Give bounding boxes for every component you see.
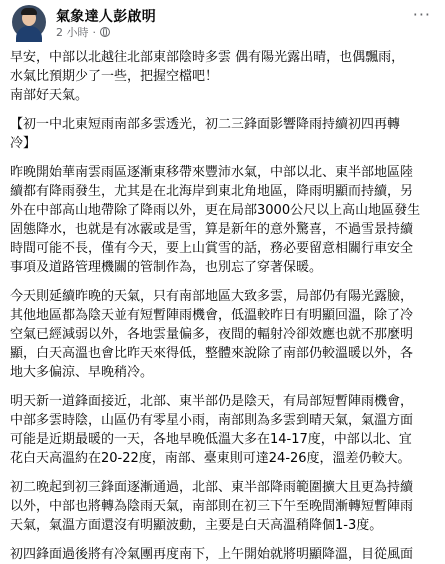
- post-paragraph: 今天則延續昨晚的天氣，只有南部地區大致多雲，局部仍有陽光露臉， 其他地區都為陰天並有短暫陣雨機會，低溫較昨日有明顯回溫，除了冷 空氣已經減弱以外，各地雲量偏多，夜間的輻射冷卻效應也就不那麼明 顯，白天高溫也會比昨天來得低，整體來說除了南部仍較溫暖以外，各 地大多偏涼、早晚稍冷。: [10, 289, 414, 380]
- post-header: [0, 0, 445, 38]
- post-time[interactable]: 2 小時: [56, 26, 89, 39]
- post-paragraph: 昨晚開始華南雲雨區逐漸東移帶來豐沛水氣，中部以北、東半部地區陸 續都有降雨發生，尤其是在北海岸到東北角地區，降雨明顯而持續，另 外在中部高山地帶除了降雨以外，更在局部3000公尺以上高山地區發生 固態降水，也就是有冰霰或是雪，算是新年的意外驚喜，不過雪景持續 時間可能不長，僅有今天，要上山賞雪的話，務必要留意相關行車安全 事項及道路管理機關的管制作為，也別忘了穿著保暖。: [10, 165, 421, 275]
- post-headline: 【初一中北東短雨南部多雲透光，初二三鋒面影響降雨持續初四再轉 冷】: [10, 117, 401, 151]
- globe-icon: [100, 27, 110, 37]
- post-meta: [56, 24, 110, 40]
- avatar-shirt: [16, 26, 42, 42]
- post-paragraph: 明天新一道鋒面接近，北部、東半部仍是陰天，有局部短暫陣雨機會， 中部多雲時陰，山區仍有零星小雨，南部則為多雲到晴天氣，氣溫方面 可能是近期最暖的一天，各地早晚低溫大多在14-17度，中部以北、宜 花白天高溫約在20-22度，南部、臺東則可達24-26度，溫差仍較大。: [10, 394, 414, 466]
- author-name[interactable]: 氣象達人彭啟明: [56, 9, 157, 25]
- post-body: [10, 48, 436, 564]
- avatar-hair: [21, 8, 37, 15]
- meta-separator: ·: [92, 25, 96, 39]
- post-paragraph: 初四鋒面過後將有冷氣團再度南下，上午開始就將明顯降溫，目從風面: [10, 547, 414, 562]
- avatar[interactable]: [12, 5, 46, 39]
- post-paragraph: 初二晚起到初三鋒面逐漸通過，北部、東半部降雨範圍擴大且更為持續 以外，中部也將轉為陰雨天氣，南部則在初三下午至晚間漸轉短暫陣雨 天氣，氣溫方面還沒有明顯波動，主要是白天高溫稍降個1-3度。: [10, 480, 414, 533]
- post-paragraph: 早安，中部以北越往北部東部陰時多雲 偶有陽光露出晴，也偶飄雨， 水氣比預期少了一些，把握空檔吧！ 南部好天氣。: [10, 50, 405, 103]
- more-options-icon[interactable]: ···: [412, 5, 431, 24]
